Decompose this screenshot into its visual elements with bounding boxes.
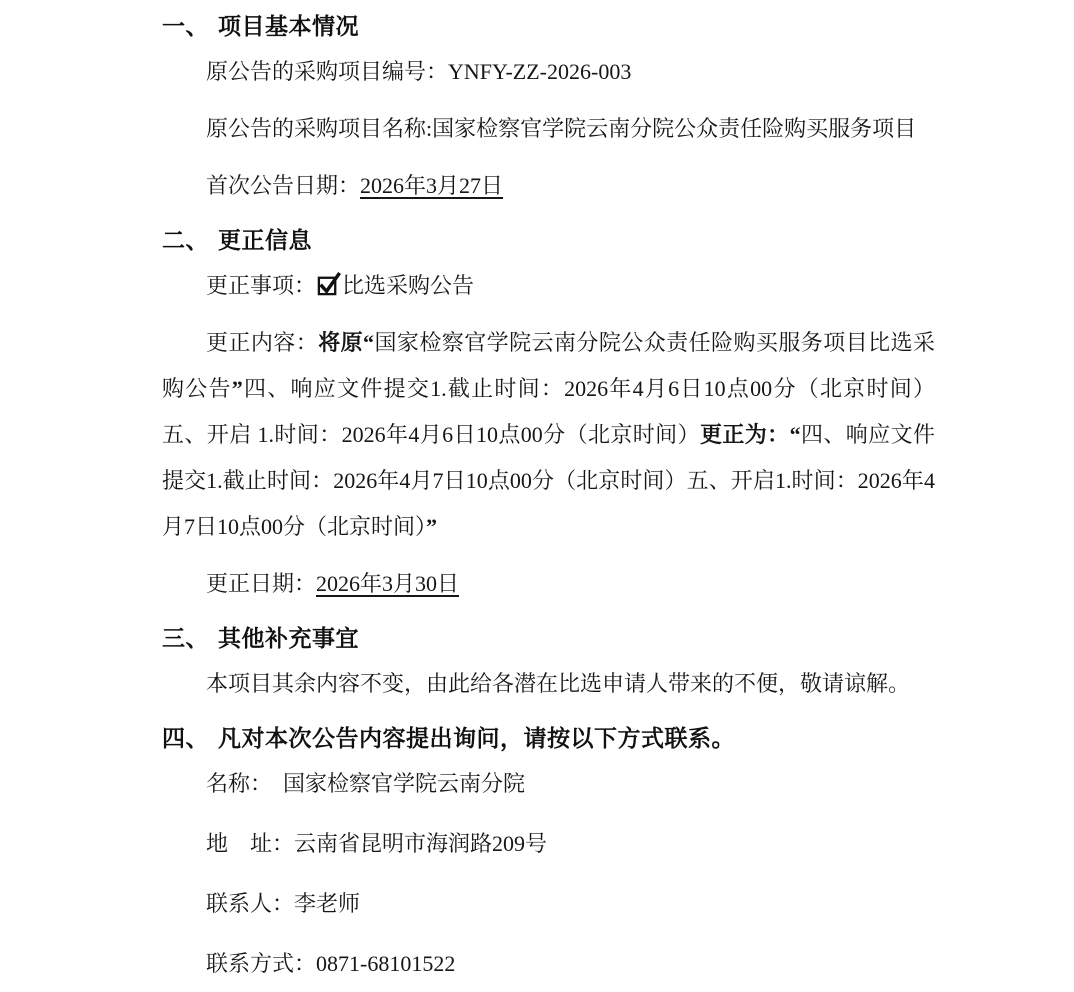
correction-item-line bbox=[162, 263, 935, 309]
project-name-line bbox=[162, 106, 935, 152]
first-announcement-date-value: 2026年3月27日 bbox=[360, 173, 504, 198]
project-code-line bbox=[162, 49, 935, 95]
correction-content-text-1: 国家检察官学院云南分院公众责任险购买服务项目比选采购公告 bbox=[162, 330, 935, 401]
section-1-heading bbox=[162, 6, 935, 46]
contact-phone-line bbox=[162, 941, 935, 987]
section-4-number: 四、 bbox=[162, 725, 209, 751]
contact-name-line bbox=[162, 761, 935, 807]
contact-name-value: 国家检察官学院云南分院 bbox=[283, 771, 526, 796]
section-2-number: 二、 bbox=[162, 227, 209, 253]
section-2-title: 更正信息 bbox=[218, 227, 312, 253]
correction-date-line bbox=[162, 561, 935, 607]
section-4-title: 凡对本次公告内容提出询问，请按以下方式联系。 bbox=[218, 725, 735, 751]
contact-phone-label: 联系方式： bbox=[206, 951, 317, 976]
correction-content-text-3: 四、响应文件提交1.截止时间：2026年4月7日10点00分（北京时间）五、开启1.时间：2026年4月7日10点00分（北京时间） bbox=[162, 422, 935, 539]
contact-address-value: 云南省昆明市海润路209号 bbox=[294, 831, 548, 856]
correction-content-text-2: 四、响应文件提交1.截止时间：2026年4月6日10点00分（北京时间）五、开启 1.时间：2026年4月6日10点00分（北京时间） bbox=[162, 376, 935, 447]
correction-content-bold-1: 将原“ bbox=[318, 330, 375, 355]
section-1-number: 一、 bbox=[162, 13, 209, 39]
contact-person-label: 联系人： bbox=[206, 891, 295, 916]
project-code-label: 原公告的采购项目编号： bbox=[206, 59, 449, 84]
correction-content-bold-3: 更正为：“ bbox=[699, 422, 801, 447]
correction-content-bold-4: ” bbox=[426, 514, 438, 539]
checked-checkbox-icon bbox=[316, 272, 341, 297]
correction-date-value: 2026年3月30日 bbox=[316, 571, 460, 596]
supplementary-note-line bbox=[162, 661, 935, 707]
correction-content-label: 更正内容： bbox=[206, 330, 319, 355]
correction-item-value: 比选采购公告 bbox=[342, 273, 475, 298]
project-name-label: 原公告的采购项目名称: bbox=[206, 116, 433, 141]
correction-item-label: 更正事项： bbox=[206, 273, 317, 298]
correction-content-bold-2: ” bbox=[231, 376, 243, 401]
contact-address-line bbox=[162, 821, 935, 867]
contact-phone-value: 0871-68101522 bbox=[316, 951, 456, 976]
section-4-heading bbox=[162, 718, 935, 758]
supplementary-note-text: 本项目其余内容不变，由此给各潜在比选申请人带来的不便，敬请谅解。 bbox=[206, 671, 911, 696]
project-name-value: 国家检察官学院云南分院公众责任险购买服务项目 bbox=[432, 116, 917, 141]
section-2-heading bbox=[162, 220, 935, 260]
correction-date-label: 更正日期： bbox=[206, 571, 317, 596]
project-code-value: YNFY-ZZ-2026-003 bbox=[448, 59, 632, 84]
contact-person-line bbox=[162, 881, 935, 927]
contact-address-label: 地 址： bbox=[206, 831, 295, 856]
section-3-number: 三、 bbox=[162, 625, 209, 651]
section-3-title: 其他补充事宜 bbox=[218, 625, 359, 651]
contact-person-value: 李老师 bbox=[294, 891, 361, 916]
correction-content-paragraph bbox=[162, 320, 935, 550]
first-announcement-date-label: 首次公告日期： bbox=[206, 173, 361, 198]
section-3-heading bbox=[162, 618, 935, 658]
first-announcement-date-line bbox=[162, 163, 935, 209]
contact-name-label: 名称： bbox=[206, 771, 284, 796]
section-1-title: 项目基本情况 bbox=[218, 13, 359, 39]
